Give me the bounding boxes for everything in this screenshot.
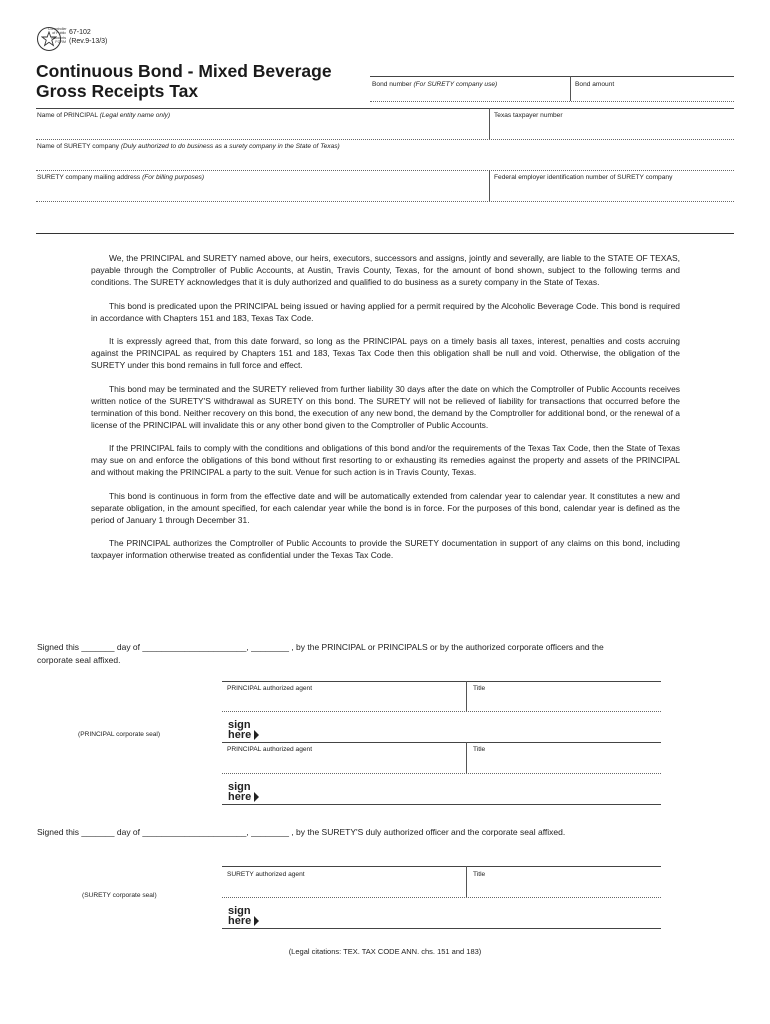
rule <box>36 108 734 109</box>
surety-agent-label: SURETY authorized agent <box>227 871 305 878</box>
rule <box>36 201 734 202</box>
title-label-3: Title <box>473 871 486 878</box>
sign-text: sign <box>228 905 251 917</box>
rule <box>489 170 490 201</box>
paragraph: We, the PRINCIPAL and SURETY named above, our heirs, executors, successors and assigns, jointly and severally, are liable to the STATE OF TEXAS, payable through the Comptroller of Public Accounts, at Austin, Travis County, Texas, for the amount of bond shown, subject to the following terms and conditions. The SURETY acknowledges that it is duly authorized and qualified to do business as a surety company in the State of Texas. <box>91 253 680 287</box>
title-label-2: Title <box>473 746 486 753</box>
principal-name-note: (Legal entity name only) <box>99 112 171 119</box>
bond-number-field[interactable] <box>372 81 497 88</box>
principal-signed-line-1: Signed this _______ day of ______________________, ________ , by the PRINCIPAL or PRINCIPALS or by the authorized corporate officers and the <box>37 642 604 652</box>
taxpayer-number-label: Texas taxpayer number <box>494 112 563 119</box>
principal-agent-label-2: PRINCIPAL authorized agent <box>227 746 313 753</box>
signature-line-principal-2[interactable] <box>222 804 661 805</box>
signature-line-principal-1[interactable] <box>222 742 661 743</box>
rule <box>466 742 467 773</box>
paragraph: This bond may be terminated and the SURETY relieved from further liability 30 days after the date on which the Comptroller of Public Accounts receives written notice of the SURETY'S withdrawal as SURETY on this bond. The SURETY will not be relieved of liability for transactions that occurred before the termination of this bond. Neither recovery on this bond, the execution of any new bond, the demand by the Comptroller for additional bond, or the renewal of a license of the PRINCIPAL will invalidate this or any other bond given to the Comptroller of Public Accounts. <box>91 383 680 430</box>
form-number: 67-102 <box>69 29 91 36</box>
arrow-right-icon <box>254 730 259 740</box>
rule <box>222 773 661 774</box>
paragraph: This bond is predicated upon the PRINCIPAL being issued or having applied for a permit required by the Alcoholic Beverage Code. This bond is required in accordance with Chapters 151 and 183, Texas Tax Code. <box>91 300 680 323</box>
bond-amount-field[interactable] <box>575 81 614 88</box>
revision: (Rev.9-13/3) <box>69 38 108 45</box>
surety-signed-statement: Signed this _______ day of ______________________, ________ , by the SURETY'S duly authorized officer and the corporate seal affixed. <box>37 827 566 837</box>
rule <box>370 101 734 102</box>
form-number-block <box>69 28 107 46</box>
surety-name-label: Name of SURETY company <box>37 143 119 150</box>
here-text: here <box>228 729 252 741</box>
rule <box>489 108 490 139</box>
legal-citations: (Legal citations: TEX. TAX CODE ANN. chs. 151 and 183) <box>288 947 482 956</box>
agency-line: Comptroller <box>48 27 67 31</box>
signature-line-surety[interactable] <box>222 928 661 929</box>
paragraph: This bond is continuous in form from the effective date and will be automatically extended from calendar year to calendar year. It constitutes a new and separate obligation, in the amount specified, for each calendar year while the bond is in force. For the purposes of this bond, calendar year is defined as the period of January 1 through December 31. <box>91 490 680 525</box>
title-line-1: Continuous Bond - Mixed Beverage <box>36 61 332 81</box>
agency-line: Accounts <box>51 35 66 40</box>
principal-name-label: Name of PRINCIPAL <box>37 112 98 119</box>
principal-signed-statement <box>37 641 737 667</box>
here-text: here <box>228 915 252 927</box>
rule <box>570 76 571 101</box>
paragraph: It is expressly agreed that, from this date forward, so long as the PRINCIPAL pays on a timely basis all taxes, interest, penalties and costs accruing against the PRINCIPAL as required by Chapters 151 and 183, Texas Tax Code then this obligation shall be null and void. Otherwise, the obligation of the SURETY under this bond remains in full force and effect. <box>91 336 680 370</box>
surety-address-label: SURETY company mailing address <box>37 174 141 181</box>
arrow-right-icon <box>254 792 259 802</box>
surety-address-field[interactable] <box>37 174 204 181</box>
bond-number-note: (For SURETY company use) <box>413 81 498 88</box>
rule <box>370 76 734 77</box>
principal-name-field[interactable] <box>37 112 170 119</box>
bond-amount-label: Bond amount <box>575 81 615 88</box>
principal-seal-label: (PRINCIPAL corporate seal) <box>78 731 161 738</box>
rule <box>222 711 661 712</box>
rule <box>36 139 734 140</box>
section-divider <box>36 233 734 234</box>
arrow-right-icon <box>254 916 259 926</box>
agency-line: FORM <box>55 39 66 44</box>
fein-label: Federal employer identification number of SURETY company <box>494 174 673 181</box>
rule <box>466 866 467 897</box>
title-label-1: Title <box>473 685 486 692</box>
rule <box>36 170 734 171</box>
fein-field[interactable] <box>494 174 672 181</box>
surety-seal-label: (SURETY corporate seal) <box>82 892 157 899</box>
sign-text: sign <box>228 781 251 793</box>
agency-name <box>48 27 66 44</box>
taxpayer-number-field[interactable] <box>494 112 563 119</box>
title-line-2: Gross Receipts Tax <box>36 81 199 101</box>
paragraph: The PRINCIPAL authorizes the Comptroller of Public Accounts to provide the SURETY documentation in support of any claims on this bond, including taxpayer information otherwise treated as confidential under the Texas Tax Code. <box>91 538 680 560</box>
here-text: here <box>228 791 252 803</box>
rule <box>222 681 661 682</box>
sign-here-marker-3 <box>228 906 259 926</box>
rule <box>222 897 661 898</box>
form-title <box>36 61 332 101</box>
rule <box>466 681 467 712</box>
principal-agent-label-1: PRINCIPAL authorized agent <box>227 685 313 692</box>
paragraph: If the PRINCIPAL fails to comply with the conditions and obligations of this bond and/or the requirements of the Texas Tax Code, then the State of Texas may sue on and enforce the obligations of this bond without first resorting to or exhausting its remedies against the property and assets of the PRINCIPAL and without making the PRINCIPAL a party to the suit. Venue for such action is in Travis County, Texas. <box>91 443 680 477</box>
bond-terms <box>91 252 680 573</box>
surety-name-note: (Duly authorized to do business as a surety company in the State of Texas) <box>120 143 340 150</box>
principal-signed-line-2: corporate seal affixed. <box>37 655 121 665</box>
rule <box>222 866 661 867</box>
sign-here-marker-2 <box>228 782 259 802</box>
sign-here-marker-1 <box>228 720 259 740</box>
agency-line: of Public <box>52 31 66 36</box>
bond-number-label: Bond number <box>372 81 412 88</box>
surety-address-note: (For billing purposes) <box>142 174 205 181</box>
surety-name-field[interactable] <box>37 143 340 150</box>
sign-text: sign <box>228 719 251 731</box>
